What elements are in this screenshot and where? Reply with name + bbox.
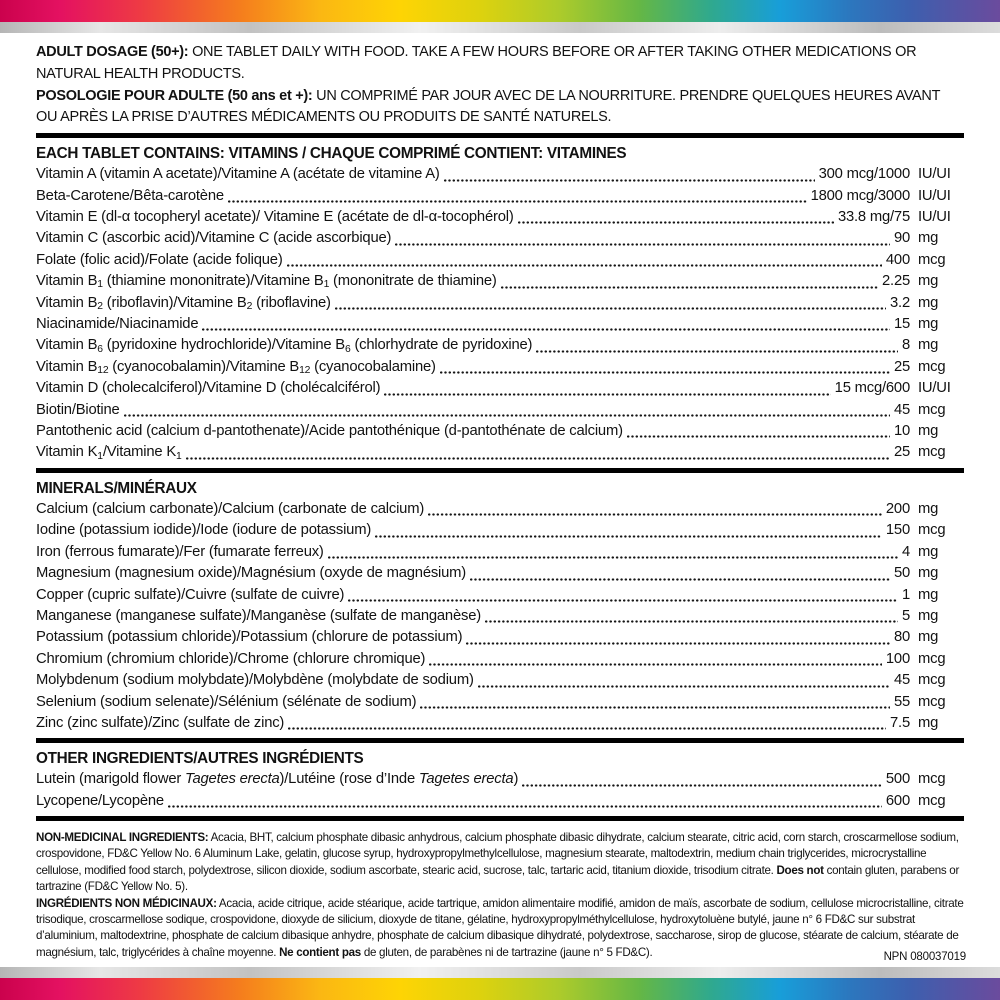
- ingredient-amount: 150: [885, 522, 910, 539]
- label-content: [0, 33, 1000, 967]
- ingredient-unit: mg: [918, 607, 939, 624]
- ingredient-row: [36, 713, 964, 734]
- ingredient-row: [36, 293, 964, 314]
- text-segment: ): [513, 771, 519, 788]
- ingredient-name: Chromium (chromium chloride)/Chrome (chlorure chromique): [36, 650, 426, 667]
- ingredient-name: Niacinamide/Niacinamide: [36, 316, 199, 333]
- other-ingredients-table: [36, 769, 964, 812]
- dot-leader: [287, 264, 882, 267]
- ingredient-row: [36, 421, 964, 442]
- dot-leader: [536, 350, 898, 353]
- dot-leader: [466, 642, 890, 645]
- ingredient-row: [36, 271, 964, 292]
- text-segment: 12: [97, 365, 109, 377]
- ingredient-row: [36, 606, 964, 627]
- ingredient-unit: mcg: [918, 650, 946, 667]
- text-segment: (cyanocobalamin)/Vitamine B: [108, 358, 300, 375]
- text-segment: (riboflavine): [252, 294, 331, 311]
- text-segment: Tagetes erecta: [185, 771, 280, 788]
- ingredient-amount: 50: [893, 565, 910, 582]
- ingredient-amount: 8: [901, 337, 910, 354]
- text-segment: ADULT DOSAGE (50+):: [36, 44, 189, 60]
- text-segment: Vitamin B: [36, 294, 98, 311]
- ingredient-name: Calcium (calcium carbonate)/Calcium (carbonate de calcium): [36, 500, 425, 517]
- ingredient-amount: 45: [893, 401, 910, 418]
- text-segment: Lutein (marigold flower: [36, 771, 185, 788]
- text-segment: Vitamin B: [36, 337, 98, 354]
- ingredient-name: [36, 293, 331, 314]
- dot-leader: [429, 663, 882, 666]
- ingredient-unit: IU/UI: [918, 380, 951, 397]
- text-segment: 1: [323, 279, 330, 291]
- ingredient-amount: 55: [893, 693, 910, 710]
- ingredient-row: [36, 228, 964, 249]
- text-segment: Does not: [776, 863, 824, 877]
- non-medicinal-ingredients-fr: [36, 896, 964, 961]
- ingredient-unit: mcg: [918, 444, 946, 461]
- dot-leader: [478, 685, 890, 688]
- text-segment: Vitamin B: [36, 358, 98, 375]
- dot-leader: [124, 414, 890, 417]
- ingredient-row: [36, 442, 964, 463]
- dot-leader: [444, 179, 815, 182]
- text-segment: (cyanocobalamine): [310, 358, 436, 375]
- rainbow-bar-bottom: [0, 978, 1000, 1000]
- dot-leader: [428, 513, 882, 516]
- ingredient-row: [36, 335, 964, 356]
- dot-leader: [335, 307, 886, 310]
- ingredient-name: Copper (cupric sulfate)/Cuivre (sulfate de cuivre): [36, 586, 345, 603]
- ingredient-unit: mg: [918, 565, 939, 582]
- ingredient-unit: mcg: [918, 693, 946, 710]
- ingredient-name: Lycopene/Lycopène: [36, 792, 164, 809]
- ingredient-unit: mg: [918, 294, 939, 311]
- ingredient-unit: mg: [918, 230, 939, 247]
- text-segment: Vitamin K: [36, 444, 98, 461]
- ingredient-name: Folate (folic acid)/Folate (acide folique): [36, 251, 283, 268]
- ingredient-amount: 400: [885, 251, 910, 268]
- ingredient-amount: 2.25: [882, 273, 910, 290]
- text-segment: 2: [246, 300, 253, 312]
- ingredient-unit: mcg: [918, 401, 946, 418]
- divider-rule: [36, 133, 964, 138]
- dot-leader: [186, 457, 890, 460]
- ingredient-row: [36, 692, 964, 713]
- ingredient-name: [36, 769, 518, 790]
- ingredient-amount: 200: [885, 500, 910, 517]
- ingredient-amount: 90: [893, 230, 910, 247]
- ingredient-row: [36, 520, 964, 541]
- text-segment: Acacia, acide citrique, acide stéarique, acide tartrique, amidon alimentaire modifié, amidon de maïs, ascorbate de sodium, cellulose microcristalline, citrate trisodique, croscarmellose sodique, crospovidone, dioxyde de silicium, dioxyde de titane, gélatine, hydroxypropylméthylcellulose, hydroxytoluène butylé, jaune n° 6 FD&C sur substrat d’aluminium, maltodextrine, phosphate de calcium dibasique anhydre, phosphate de calcium dibasique dihydraté, polydextrose, saccharose, sirop de glucose, stéarate de calcium, stéarate de magnésium, talc, triglycérides à chaîne moyenne.: [36, 896, 964, 959]
- ingredient-amount: 300 mcg/1000: [818, 166, 910, 183]
- ingredient-row: [36, 250, 964, 271]
- ingredient-unit: mcg: [918, 522, 946, 539]
- divider-rule: [36, 738, 964, 743]
- ingredient-name: Vitamin D (cholecalciferol)/Vitamine D (cholécalciférol): [36, 380, 381, 397]
- ingredient-name: [36, 357, 436, 378]
- ingredient-amount: 80: [893, 629, 910, 646]
- ingredient-row: [36, 769, 964, 790]
- ingredient-name: Biotin/Biotine: [36, 401, 120, 418]
- ingredient-row: [36, 670, 964, 691]
- text-segment: )/Lutéine (rose d’Inde: [279, 771, 419, 788]
- ingredient-unit: mcg: [918, 251, 946, 268]
- ingredient-unit: IU/UI: [918, 187, 951, 204]
- ingredient-unit: mcg: [918, 358, 946, 375]
- ingredient-unit: IU/UI: [918, 209, 951, 225]
- divider-rule: [36, 468, 964, 473]
- ingredient-amount: 45: [893, 672, 910, 689]
- ingredient-row: [36, 186, 964, 207]
- ingredient-amount: 10: [893, 423, 910, 440]
- text-segment: NON-MEDICINAL INGREDIENTS:: [36, 831, 209, 845]
- ingredient-row: [36, 378, 964, 399]
- ingredient-name: [36, 335, 532, 356]
- text-segment: 6: [97, 343, 103, 355]
- dosage-en: [36, 42, 964, 86]
- ingredient-amount: 15: [893, 316, 910, 333]
- text-segment: POSOLOGIE POUR ADULTE (50 ans et +):: [36, 87, 313, 104]
- text-segment: (thiamine mononitrate)/Vitamine B: [102, 273, 324, 290]
- other-ingredients-section-header: OTHER INGREDIENTS/AUTRES INGRÉDIENTS: [36, 750, 364, 768]
- ingredient-row: [36, 542, 964, 563]
- ingredient-amount: 3.2: [890, 294, 910, 311]
- dot-leader: [348, 599, 898, 602]
- ingredient-amount: 600: [885, 792, 910, 809]
- ingredient-name: Beta-Carotene/Bêta-carotène: [36, 187, 224, 204]
- ingredient-unit: mg: [918, 316, 939, 333]
- ingredient-amount: 1: [901, 586, 910, 603]
- npn-number: NPN 080037019: [883, 951, 966, 963]
- dot-leader: [470, 578, 890, 581]
- ingredient-name: Pantothenic acid (calcium d-pantothenate)/Acide pantothénique (d-pantothénate de calcium): [36, 423, 623, 440]
- ingredient-row: [36, 400, 964, 421]
- dot-leader: [522, 784, 882, 787]
- ingredient-unit: mg: [918, 714, 939, 731]
- ingredient-name: [36, 442, 182, 463]
- ingredient-amount: 100: [885, 650, 910, 667]
- dot-leader: [395, 243, 890, 246]
- ingredient-row: [36, 585, 964, 606]
- ingredient-name: Magnesium (magnesium oxide)/Magnésium (oxyde de magnésium): [36, 565, 467, 582]
- ingredient-row: [36, 563, 964, 584]
- silver-bar-bottom: [0, 967, 1000, 978]
- ingredient-name: Iron (ferrous fumarate)/Fer (fumarate ferreux): [36, 543, 324, 560]
- text-segment: Vitamin B: [36, 273, 98, 290]
- dot-leader: [202, 328, 890, 331]
- ingredient-row: [36, 357, 964, 378]
- ingredient-name: Manganese (manganese sulfate)/Manganèse (sulfate de manganèse): [36, 607, 481, 624]
- ingredient-amount: 500: [885, 771, 910, 788]
- text-segment: 12: [299, 365, 311, 377]
- text-segment: (riboflavin)/Vitamine B: [102, 294, 247, 311]
- ingredient-unit: mcg: [918, 771, 946, 788]
- text-segment: INGRÉDIENTS NON MÉDICINAUX:: [36, 896, 217, 910]
- minerals-section-header: MINERALS/MINÉRAUX: [36, 479, 197, 497]
- ingredient-row: [36, 649, 964, 670]
- silver-bar-top: [0, 22, 1000, 33]
- ingredient-amount: 4: [901, 543, 910, 560]
- text-segment: 1: [97, 279, 103, 291]
- text-segment: de gluten, de parabènes ni de tartrazine (jaune n° 5 FD&C).: [360, 945, 653, 959]
- dot-leader: [501, 286, 878, 289]
- dot-leader: [228, 200, 807, 203]
- ingredient-amount: 7.5: [890, 714, 910, 731]
- ingredient-amount: 33.8 mg/75: [837, 209, 910, 225]
- ingredient-unit: mcg: [918, 672, 946, 689]
- non-medicinal-ingredients-en: [36, 830, 964, 895]
- divider-rule: [36, 816, 964, 821]
- dot-leader: [485, 620, 898, 623]
- vitamins-section-header: EACH TABLET CONTAINS: VITAMINS / CHAQUE COMPRIMÉ CONTIENT: VITAMINES: [36, 145, 627, 163]
- ingredient-name: Molybdenum (sodium molybdate)/Molybdène (molybdate de sodium): [36, 672, 474, 689]
- dot-leader: [518, 221, 834, 224]
- ingredient-name: Vitamin A (vitamin A acetate)/Vitamine A (acétate de vitamine A): [36, 166, 440, 183]
- ingredient-name: Iodine (potassium iodide)/Iode (iodure de potassium): [36, 522, 372, 539]
- ingredient-unit: mg: [918, 423, 939, 440]
- ingredient-row: [36, 207, 964, 228]
- text-segment: Tagetes erecta: [418, 771, 514, 788]
- text-segment: Acacia, BHT, calcium phosphate dibasic anhydrous, calcium phosphate dibasic dihydrate, calcium stearate, citric acid, corn starch, croscarmellose sodium, crospovidone, FD&C Yellow No. 6 Aluminum Lake, gelatin, glucose syrup, hydroxypropylmethylcellulose, magnesium stearate, maltodextrin, medium chain triglycerides, microcrystalline cellulose, modified food starch, polydextrose, silicon dioxide, sodium ascorbate, stearic acid, sucrose, talc, tartaric acid, titanium dioxide, trisodium citrate.: [36, 831, 959, 877]
- ingredient-name: Potassium (potassium chloride)/Potassium (chlorure de potassium): [36, 629, 463, 646]
- ingredient-amount: 25: [893, 358, 910, 375]
- ingredient-unit: mg: [918, 273, 939, 290]
- dot-leader: [328, 556, 898, 559]
- rainbow-bar-top: [0, 0, 1000, 22]
- vitamins-table: [36, 164, 964, 464]
- text-segment: Ne contient pas: [279, 945, 361, 959]
- ingredient-name: Vitamin C (ascorbic acid)/Vitamine C (acide ascorbique): [36, 230, 392, 247]
- minerals-table: [36, 499, 964, 734]
- ingredient-unit: mg: [918, 629, 939, 646]
- ingredient-unit: mg: [918, 500, 939, 517]
- dosage-fr: [36, 86, 964, 130]
- text-segment: UN COMPRIMÉ PAR JOUR AVEC DE LA NOURRITURE. PRENDRE QUELQUES HEURES AVANT OU APRÈS LA PRISE D’AUTRES MÉDICAMENTS OU PRODUITS DE SANTÉ NATURELS.: [36, 87, 940, 126]
- ingredient-row: [36, 791, 964, 812]
- ingredient-unit: mcg: [918, 792, 946, 809]
- text-segment: (chlorhydrate de pyridoxine): [350, 337, 533, 354]
- text-segment: (mononitrate de thiamine): [329, 273, 497, 290]
- ingredient-name: Selenium (sodium selenate)/Sélénium (sélénate de sodium): [36, 693, 417, 710]
- ingredient-unit: IU/UI: [918, 166, 951, 183]
- text-segment: (pyridoxine hydrochloride)/Vitamine B: [102, 337, 345, 354]
- ingredient-row: [36, 314, 964, 335]
- text-segment: contain gluten, parabens or tartrazine (FD&C Yellow No. 5).: [36, 863, 960, 893]
- dot-leader: [440, 371, 890, 374]
- text-segment: 2: [97, 300, 103, 312]
- dot-leader: [288, 727, 886, 730]
- dot-leader: [627, 435, 890, 438]
- ingredient-row: [36, 499, 964, 520]
- ingredient-amount: 1800 mcg/3000: [810, 187, 910, 204]
- dot-leader: [384, 393, 830, 396]
- ingredient-name: Zinc (zinc sulfate)/Zinc (sulfate de zinc): [36, 714, 285, 731]
- dot-leader: [420, 706, 890, 709]
- ingredient-amount: 15 mcg/600: [834, 380, 910, 397]
- ingredient-amount: 5: [901, 607, 910, 624]
- text-segment: /Vitamine K: [102, 444, 177, 461]
- ingredient-name: Vitamin E (dl-α tocopheryl acetate)/ Vitamine E (acétate de dl-α-tocophérol): [36, 209, 514, 225]
- text-segment: 1: [97, 450, 103, 462]
- ingredient-unit: mg: [918, 586, 939, 603]
- text-segment: 1: [176, 450, 182, 462]
- dot-leader: [168, 805, 882, 808]
- dot-leader: [375, 535, 882, 538]
- text-segment: 6: [344, 343, 351, 355]
- ingredient-unit: mg: [918, 337, 939, 354]
- ingredient-amount: 25: [893, 444, 910, 461]
- ingredient-unit: mg: [918, 543, 939, 560]
- ingredient-row: [36, 164, 964, 185]
- ingredient-name: [36, 271, 497, 292]
- ingredient-row: [36, 627, 964, 648]
- text-segment: ONE TABLET DAILY WITH FOOD. TAKE A FEW HOURS BEFORE OR AFTER TAKING OTHER MEDICATIONS OR NATURAL HEALTH PRODUCTS.: [36, 44, 917, 82]
